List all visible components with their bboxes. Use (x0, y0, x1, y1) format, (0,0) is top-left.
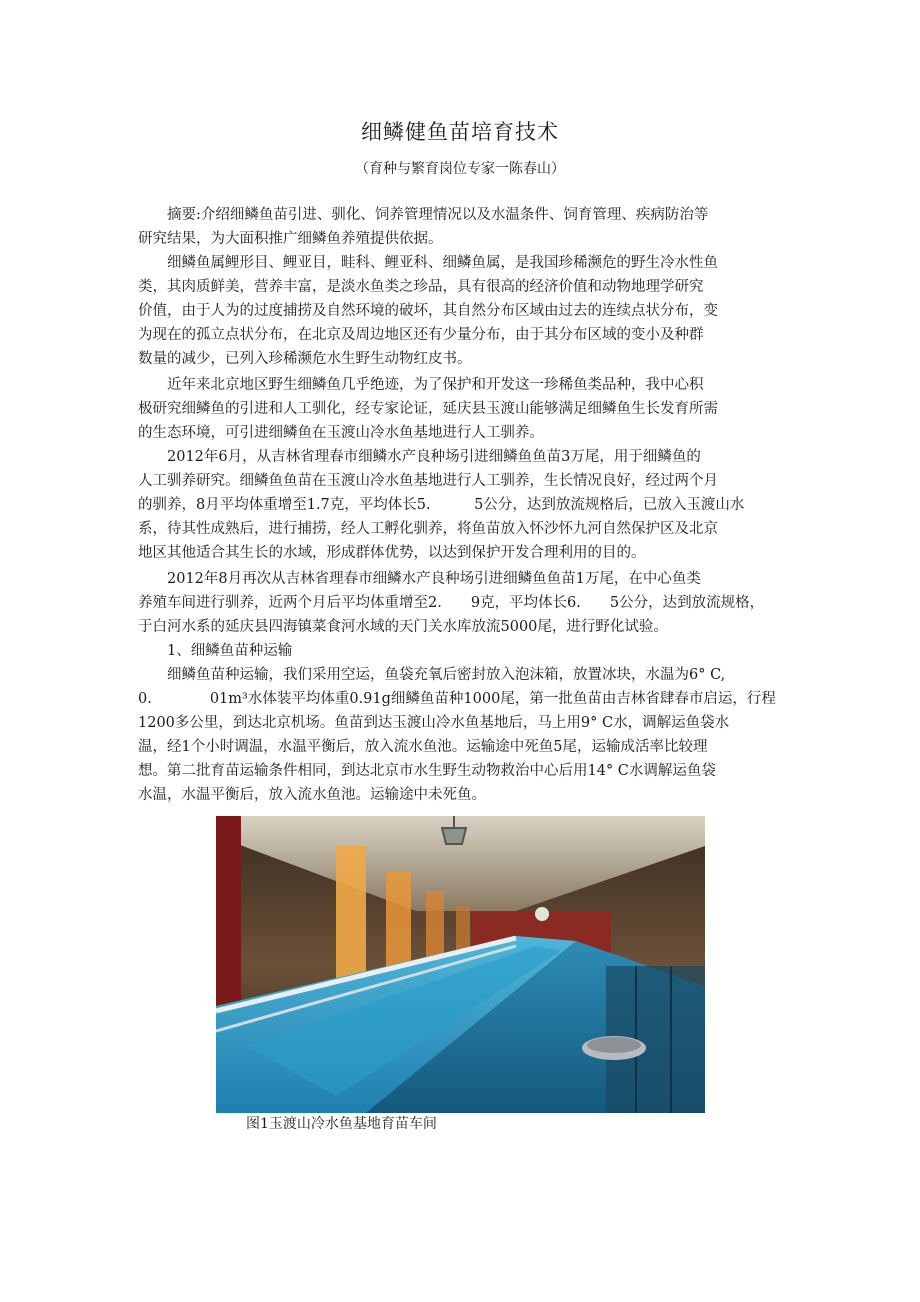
text-line: 数量的减少，已列入珍稀濒危水生野生动物红皮书。 (138, 351, 472, 367)
text-line: 价值，由于人为的过度捕捞及自然环境的破坏，其自然分布区域由过去的连续点状分布，变 (138, 303, 718, 319)
text-line: 水温，水温平衡后，放入流水鱼池。运输途中未死鱼。 (138, 787, 486, 803)
text-line: 细鳞鱼属鲤形目、鲤亚目，畦科、鲤亚科、细鳞鱼属，是我国珍稀濒危的野生冷水性鱼 (138, 255, 718, 271)
hatchery-photo (216, 816, 705, 1113)
text-line: 摘要:介绍细鳞鱼苗引进、驯化、饲养管理情况以及水温条件、饲育管理、疾病防治等 (138, 207, 709, 223)
text-line: 系，待其性成熟后，进行捕捞，经人工孵化驯养，将鱼苗放入怀沙怀九河自然保护区及北京 (138, 521, 718, 537)
text-line: 养殖车间进行驯养，近两个月后平均体重增至2. 9克，平均体长6. 5公分，达到放流规格， (138, 595, 765, 611)
text-line: 类，其肉质鲜美，营养丰富，是淡水鱼类之珍品，具有很高的经济价值和动物地理学研究 (138, 279, 704, 295)
text-line: 细鳞鱼苗种运输，我们采用空运，鱼袋充氧后密封放入泡沫箱，放置冰块，水温为6° C, (138, 667, 726, 683)
figure-caption: 图1玉渡山冷水鱼基地育苗车间 (246, 1116, 437, 1132)
text-line: 的生态环境，可引进细鳞鱼在玉渡山冷水鱼基地进行人工驯养。 (138, 425, 544, 441)
page-title: 细鳞健鱼苗培育技术 (361, 120, 559, 144)
text-line: 研究结果，为大面积推广细鳞鱼养殖提供依据。 (138, 231, 443, 247)
text-line: 2012年8月再次从吉林省理春市细鳞水产良种场引进细鳞鱼鱼苗1万尾，在中心鱼类 (138, 571, 701, 587)
text-line: 极研究细鳞鱼的引进和人工驯化，经专家论证，延庆县玉渡山能够满足细鳞鱼生长发育所需 (138, 401, 718, 417)
text-line: 人工驯养研究。细鳞鱼鱼苗在玉渡山冷水鱼基地进行人工驯养，生长情况良好，经过两个月 (138, 473, 718, 489)
text-line: 的驯养，8月平均体重增至1.7克，平均体长5. 5公分，达到放流规格后，已放入玉渡山水 (138, 497, 745, 513)
text-line: 地区其他适合其生长的水域，形成群体优势，以达到保护开发合理利用的目的。 (138, 545, 646, 561)
section-heading: 1、细鳞鱼苗种运输 (138, 643, 293, 659)
page-subtitle: （育种与繁育岗位专家一陈春山） (355, 161, 565, 177)
text-line: 为现在的孤立点状分布，在北京及周边地区还有少量分布，由于其分布区域的变小及种群 (138, 327, 704, 343)
text-line: 0. 01m³水体装平均体重0.91g细鳞鱼苗种1000尾，第一批鱼苗由吉林省肆春市启运，行程 (138, 691, 776, 707)
text-line: 想。第二批育苗运输条件相同，到达北京市水生野生动物救治中心后用14° C水调解运鱼袋 (138, 763, 716, 779)
text-line: 1200多公里，到达北京机场。鱼苗到达玉渡山冷水鱼基地后，马上用9° C水，调解运鱼袋水 (138, 715, 730, 731)
text-line: 温，经1个小时调温，水温平衡后，放入流水鱼池。运输途中死鱼5尾，运输成活率比较理 (138, 739, 708, 755)
text-line: 近年来北京地区野生细鳞鱼几乎绝迹，为了保护和开发这一珍稀鱼类品种，我中心积 (138, 377, 704, 393)
text-line: 2012年6月，从吉林省理春市细鳞水产良种场引进细鳞鱼鱼苗3万尾，用于细鳞鱼的 (138, 449, 701, 465)
text-line: 于白河水系的延庆县四海镇菜食河水域的天门关水库放流5000尾，进行野化试验。 (138, 619, 668, 635)
